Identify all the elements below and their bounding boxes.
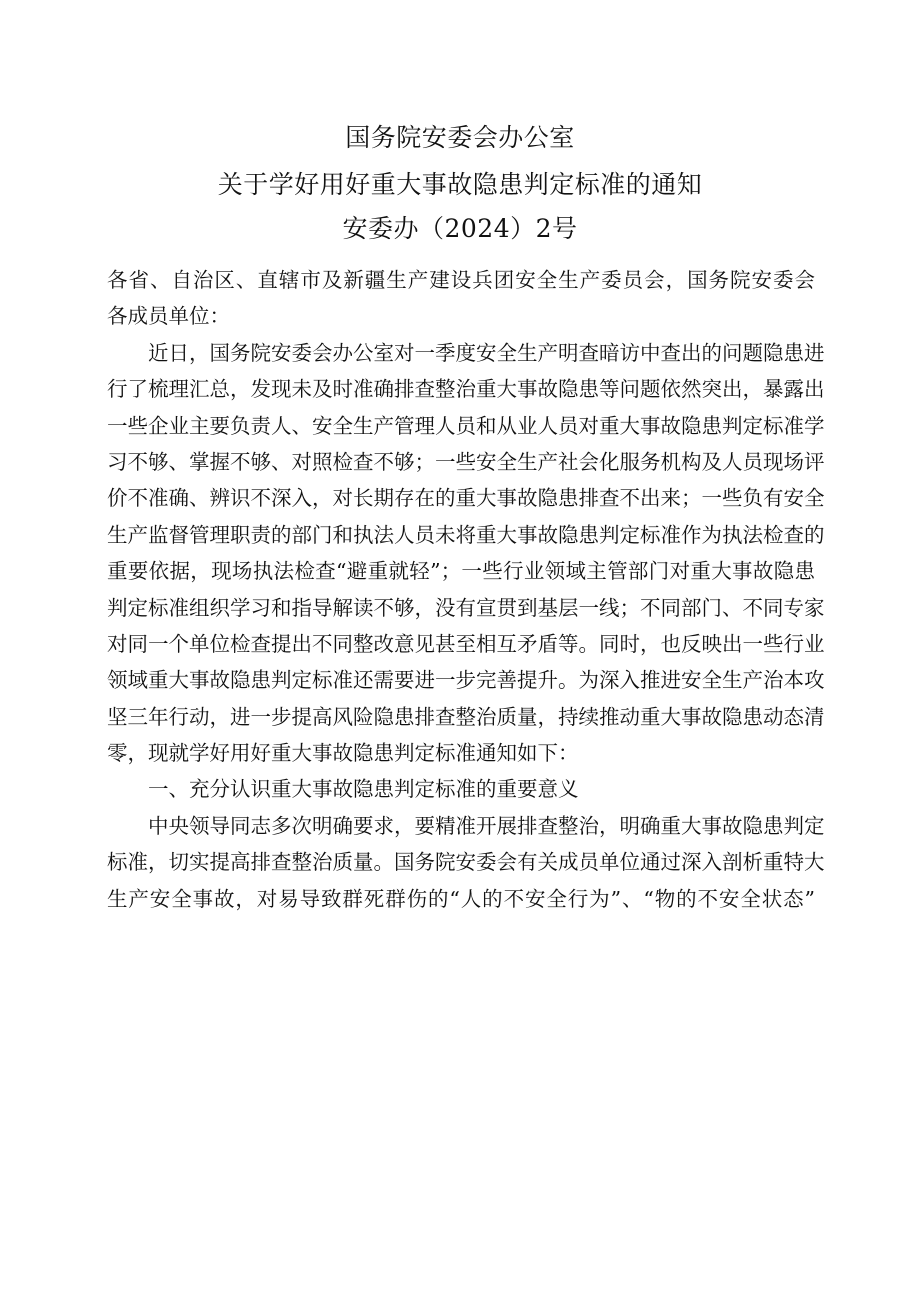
paragraph-line: 生产监督管理职责的部门和执法人员未将重大事故隐患判定标准作为执法检查的: [107, 522, 825, 547]
paragraph-line: 一些企业主要负责人、安全生产管理人员和从业人员对重大事故隐患判定标准学: [107, 413, 825, 438]
paragraph-line: 习不够、掌握不够、对照检查不够；一些安全生产社会化服务机构及人员现场评: [107, 449, 825, 474]
salutation-line: 各成员单位：: [107, 304, 230, 329]
paragraph-line: 价不准确、辨识不深入，对长期存在的重大事故隐患排查不出来；一些负有安全: [107, 486, 825, 511]
paragraph-line: 近日，国务院安委会办公室对一季度安全生产明查暗访中查出的问题隐患进: [148, 340, 825, 365]
paragraph-line: 领域重大事故隐患判定标准还需要进一步完善提升。为深入推进安全生产治本攻: [107, 668, 825, 693]
paragraph-line: 标准，切实提高排查整治质量。国务院安委会有关成员单位通过深入剖析重特大: [107, 850, 825, 875]
salutation-line: 各省、自治区、直辖市及新疆生产建设兵团安全生产委员会，国务院安委会: [107, 268, 815, 292]
document-number: 安委办（2024）2号: [342, 214, 578, 243]
section-heading: 一、充分认识重大事故隐患判定标准的重要意义: [148, 777, 579, 802]
paragraph-line: 重要依据，现场执法检查“避重就轻”；一些行业领域主管部门对重大事故隐患: [107, 559, 815, 584]
document-body: [107, 262, 825, 917]
paragraph-line: 行了梳理汇总，发现未及时准确排查整治重大事故隐患等问题依然突出，暴露出: [107, 377, 825, 402]
paragraph-line: 判定标准组织学习和指导解读不够，没有宣贯到基层一线；不同部门、不同专家: [107, 595, 825, 620]
paragraph-line: 坚三年行动，进一步提高风险隐患排查整治质量，持续推动重大事故隐患动态清: [107, 704, 825, 729]
paragraph-line: 生产安全事故，对易导致群死群伤的“人的不安全行为”、“物的不安全状态”: [107, 886, 815, 911]
notice-title: 关于学好用好重大事故隐患判定标准的通知: [217, 170, 703, 199]
paragraph-line: 对同一个单位检查提出不同整改意见甚至相互矛盾等。同时，也反映出一些行业: [107, 631, 825, 656]
paragraph-line: 零，现就学好用好重大事故隐患判定标准通知如下：: [107, 741, 579, 766]
issuer-title: 国务院安委会办公室: [345, 123, 575, 152]
paragraph-line: 中央领导同志多次明确要求，要精准开展排查整治，明确重大事故隐患判定: [148, 813, 825, 838]
